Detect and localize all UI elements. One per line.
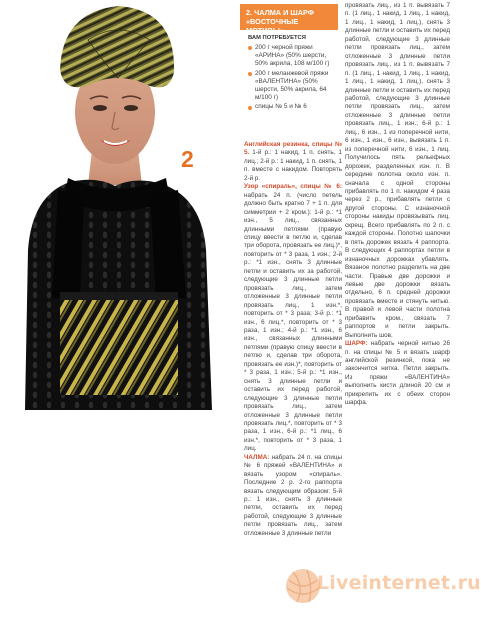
scarf-fringe — [60, 295, 178, 395]
label-english-rib: Английская резинка, спицы № 5. — [244, 141, 342, 157]
title-line-1: 2. ЧАЛМА И ШАРФ — [246, 8, 314, 17]
label-scarf: ШАРФ: — [345, 340, 368, 348]
model-illustration — [0, 0, 238, 410]
watermark-text: Liveinternet.ru — [317, 572, 481, 594]
watermark-logo — [283, 548, 481, 610]
material-item: спицы № 5 и № 6 — [248, 103, 340, 111]
paragraph-turban — [244, 454, 342, 539]
text-scarf: набрать черной нитью 26 п. на спицы № 5 и вязать шарф английской резинкой, пока не закончится нитка. Петли закрыть. Из пряжи «ВАЛЕНТИНА» выполнить кисти длиной 20 см и прикрепить их с обеих сторон шарфа. — [345, 340, 450, 407]
text-turban: набрать 24 п. на спицы № 6 пряжей «ВАЛЕНТИНА» и вязать узором «спираль». Последние 2 р. 2-го раппорта вязать следующим образом: 5-й р.: 1 изн., снять 3 длинные петли, оставить их перед работой, следующие 3 длинные петли провязать лиц., затем отложенные 3 длинные петли — [244, 453, 342, 537]
label-spiral-pattern: Узор «спираль», спицы № 6: — [244, 183, 342, 191]
paragraph-english-rib — [244, 141, 342, 183]
text-spiral-pattern: набрать 24 п. (число петель должно быть кратно 7 + 1 п. для симметрии + 2 кром.): 1-й р.: *1 изн., 5 лиц., связанных длинными петлями (правую спицу ввести в петлю и, сделав три оборота, провязать ее лиц.)*, повторить от * 3 раза, 1 изн.; 2-й р.: *1 изн., снять 3 длинные петли и оставить их за работой, следующие 3 длинные петли провязать лиц., затем отложенные 3 длинные петли провязать лиц., 1 изн.*, повторить от * 3 раза; 3-й р.: *1 изн., 6 лиц.*, повторить от * 3 раза, 1 изн.; 4-й р.: *1 изн., 6 изн., связанных длинными петлями (правую спицу ввести в петлю и, сделав три оборота, провязать ее изн.)*, повторить от * 3 раза, 1 изн.; 5-й р.: *1 изн., снять 3 длинные петли и оставить их перед работой, следующие 3 длинные петли провязать лиц., затем отложенные 3 длинные петли провязать лиц.*, повторить от * 3 раза, 1 изн., 6-й р.: *1 лиц., 6 изн.*, повторить от * 3 раза, 1 лиц. — [244, 191, 342, 453]
paragraph-scarf — [345, 340, 450, 408]
materials-list — [248, 35, 340, 113]
label-turban: ЧАЛМА: — [244, 453, 270, 461]
paragraph-turban-continued: провязать лиц., из 1 п. вывязать 7 п. (1 лиц., 1 накид, 1 лиц., 1 накид, 1 лиц., 1 накид, 1 лиц.), снять 3 длинные петли и оставить их перед работой, следующие 3 длинные петли провязать лиц., затем отложенные 3 длинные петли провязать лиц., из 1 п. вывязать 7 п. (1 лиц., 1 накид, 1 лиц., 1 накид, 1 лиц., 1 накид, 1 лиц.), снять 3 длинные петли и оставить их перед работой, следующие 3 длинные петли провязать лиц., затем отложенные 3 длинные петли провязать лиц., 1 изн.; 6-й р.: 1 лиц., 6 изн., 1 из поперечной нити, 6 изн., 1 изн., 6 изн., вывязать 1 п. из поперечной нити, 6 изн., 1 лиц. Получилось пять рельефных дорожек, разделенных изн. п. В середине полотна около изн. п. сначала с одной стороны прибавлять по 1 п. накидом 4 раза через 2 р., прибавлять петли с другой стороны. С изнаночной стороны накиды провязывать лиц. скрещ. Всего прибавлять по 2 п. с каждой стороны. Полотно шапочки в пять дорожек вязать 4 раппорта. В следующих 4 раппортах петли в изнаночных дорожках убавлять. Вязаное полотно разделить на две части. Правые две дорожки и левые две дорожки вязать отдельно, 6 п. средней дорожки провязать вместе и стянуть нитью. В правой и левой части полотна прибавить кром., связать 7 раппортов и петли закрыть. Выполнить шов. — [345, 2, 450, 339]
paragraph-spiral-pattern — [244, 183, 342, 454]
text-english-rib: 1-й р.: 1 накид, 1 п. снять, 1 лиц.; 2-й р.: 1 накид, 1 п. снять, 1 п. вместе с накидом. Повторять 2-й р. — [244, 149, 342, 182]
instructions-column-1 — [244, 141, 342, 538]
right-eye — [124, 105, 138, 111]
left-eye — [93, 105, 107, 111]
materials-heading: ВАМ ПОТРЕБУЕТСЯ — [248, 35, 306, 41]
material-item: 200 г черной пряжи «АРИНА» (50% шерсти, 50% акрила, 108 м/100 г) — [248, 44, 340, 69]
instructions-column-2 — [345, 2, 450, 408]
title-box — [240, 4, 338, 35]
title-line-2: «ВОСТОЧНЫЕ МОТИВЫ» — [246, 17, 299, 35]
fringe-knot-band — [60, 292, 178, 300]
material-item: 200 г меланжевой пряжи «ВАЛЕНТИНА» (50% шерсти, 50% акрила, 64 м/100 г) — [248, 70, 340, 103]
model-photo — [0, 0, 238, 410]
model-number: 2 — [181, 146, 194, 172]
